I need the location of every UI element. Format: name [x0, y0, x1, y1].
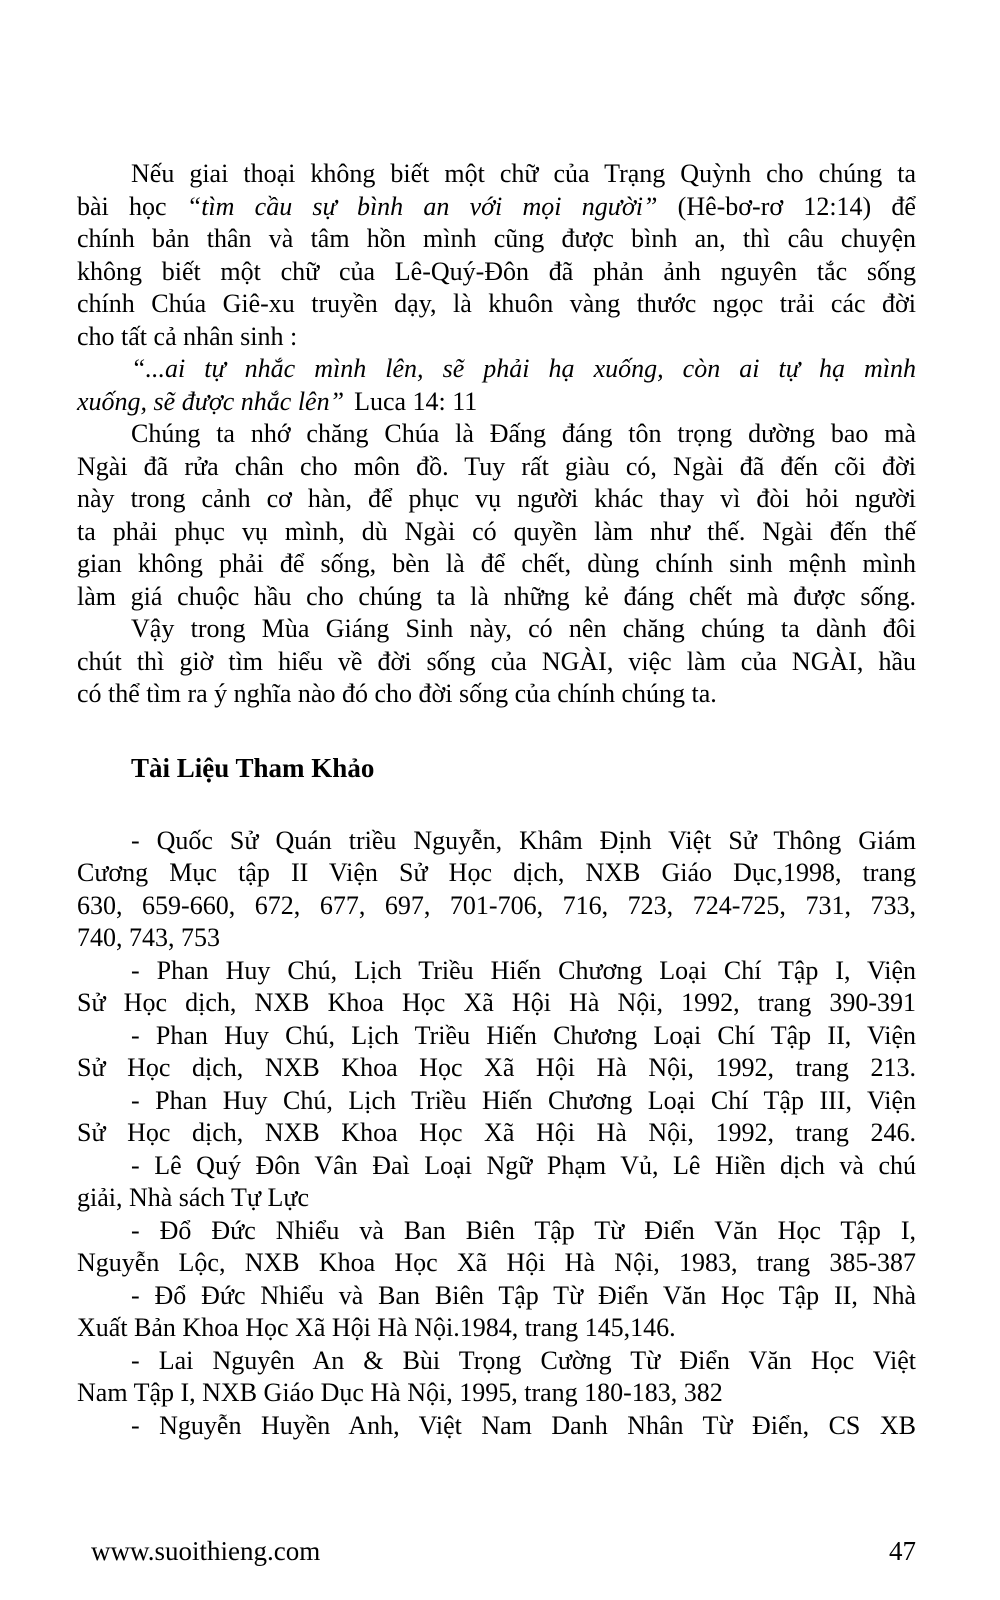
- text-line: Ngài đã rửa chân cho môn đồ. Tuy rất giàu có, Ngài đã đến cõi đời: [77, 451, 916, 481]
- text-line: Cương Mục tập II Viện Sử Học dịch, NXB Giáo Dục,1998, trang: [77, 858, 916, 887]
- verse-reference: Luca 14: 11: [354, 386, 478, 416]
- text-line: [77, 191, 916, 224]
- text-line: Nam Tập I, NXB Giáo Dục Hà Nội, 1995, trang 180-183, 382: [77, 1378, 723, 1407]
- text-block: [77, 158, 916, 1442]
- reference-item: [77, 1150, 916, 1215]
- text-run: (Hê-bơ-rơ 12:14) để: [657, 191, 916, 221]
- text-line: Chúng ta nhớ chăng Chúa là Đấng đáng tôn trọng dường bao mà: [131, 419, 916, 448]
- paragraph-reflection: [77, 418, 916, 613]
- text-line: ta phải phục vụ mình, dù Ngài có quyền làm như thế. Ngài đến thế: [77, 516, 916, 546]
- reference-item: [77, 1020, 916, 1085]
- text-line: - Phan Huy Chú, Lịch Triều Hiến Chương Loại Chí Tập I, Viện: [131, 955, 916, 985]
- reference-item: [77, 825, 916, 955]
- text-run: bài học: [77, 191, 187, 221]
- text-line: Nguyễn Lộc, NXB Khoa Học Xã Hội Hà Nội, 1983, trang 385-387: [77, 1248, 916, 1277]
- text-line: 740, 743, 753: [77, 923, 220, 952]
- text-line: cho tất cả nhân sinh :: [77, 321, 298, 351]
- text-line: - Nguyễn Huyền Anh, Việt Nam Danh Nhân Từ Điển, CS XB: [131, 1410, 916, 1440]
- reference-item: [77, 1345, 916, 1410]
- text-line: chút thì giờ tìm hiểu về đời sống của NGÀI, việc làm của NGÀI, hầu: [77, 646, 916, 676]
- text-line: không biết một chữ của Lê-Quý-Đôn đã phản ảnh nguyên tắc sống: [77, 256, 916, 286]
- page-number: 47: [889, 1536, 916, 1566]
- text-line: - Phan Huy Chú, Lịch Triều Hiến Chương Loại Chí Tập III, Viện: [131, 1085, 916, 1115]
- text-line: Nếu giai thoại không biết một chữ của Trạng Quỳnh cho chúng ta: [131, 159, 916, 188]
- text-line: [77, 386, 916, 419]
- quoted-phrase: “tìm cầu sự bình an với mọi người”: [186, 191, 658, 221]
- text-line: Sử Học dịch, NXB Khoa Học Xã Hội Hà Nội, 1992, trang 246.: [77, 1118, 916, 1147]
- reference-item: [77, 1215, 916, 1280]
- text-line: Vậy trong Mùa Giáng Sinh này, có nên chăng chúng ta dành đôi: [131, 614, 916, 643]
- text-line: - Quốc Sử Quán triều Nguyễn, Khâm Định Việt Sử Thông Giám: [131, 825, 916, 855]
- text-line: - Đổ Đức Nhiểu và Ban Biên Tập Từ Điển Văn Học Tập I,: [131, 1215, 916, 1245]
- text-line: “...ai tự nhắc mình lên, sẽ phải hạ xuống, còn ai tự hạ mình: [131, 354, 916, 383]
- text-line: gian không phải để sống, bèn là để chết, dùng chính sinh mệnh mình: [77, 549, 916, 578]
- footer-url: www.suoithieng.com: [91, 1536, 321, 1566]
- text-line: này trong cảnh cơ hàn, để phục vụ người khác thay vì đòi hỏi người: [77, 484, 916, 513]
- reference-item: [77, 955, 916, 1020]
- paragraph-conclusion: [77, 613, 916, 711]
- text-line: chính Chúa Giê-xu truyền dạy, là khuôn vàng thước ngọc trải các đời: [77, 289, 916, 318]
- text-line: - Phan Huy Chú, Lịch Triều Hiến Chương Loại Chí Tập II, Viện: [131, 1020, 916, 1050]
- text-line: Sử Học dịch, NXB Khoa Học Xã Hội Hà Nội, 1992, trang 390-391: [77, 988, 916, 1017]
- text-line: có thể tìm ra ý nghĩa nào đó cho đời sống của chính chúng ta.: [77, 679, 717, 708]
- references-heading: Tài Liệu Tham Khảo: [131, 752, 375, 783]
- quoted-phrase: xuống, sẽ được nhắc lên”: [77, 386, 345, 416]
- reference-item: [77, 1280, 916, 1345]
- text-line: Xuất Bản Khoa Học Xã Hội Hà Nội.1984, trang 145,146.: [77, 1313, 676, 1342]
- text-line: - Lai Nguyên An & Bùi Trọng Cường Từ Điển Văn Học Việt: [131, 1345, 916, 1375]
- text-line: - Lê Quý Đôn Vân Đaì Loại Ngữ Phạm Vủ, Lê Hiền dịch và chú: [131, 1150, 916, 1180]
- text-line: làm giá chuộc hầu cho chúng ta là những kẻ đáng chết mà được sống.: [77, 581, 916, 611]
- paragraph-intro: [77, 158, 916, 353]
- text-line: giải, Nhà sách Tự Lực: [77, 1183, 310, 1212]
- reference-item: [77, 1410, 916, 1443]
- paragraph-bible-quote: [77, 353, 916, 418]
- text-line: Sử Học dịch, NXB Khoa Học Xã Hội Hà Nội, 1992, trang 213.: [77, 1053, 916, 1082]
- text-line: - Đổ Đức Nhiểu và Ban Biên Tập Từ Điển Văn Học Tập II, Nhà: [131, 1280, 916, 1310]
- reference-item: [77, 1085, 916, 1150]
- text-line: chính bản thân và tâm hồn mình cũng được bình an, thì câu chuyện: [77, 224, 916, 253]
- page-footer: [91, 1536, 916, 1567]
- text-line: 630, 659-660, 672, 677, 697, 701-706, 716, 723, 724-725, 731, 733,: [77, 890, 916, 920]
